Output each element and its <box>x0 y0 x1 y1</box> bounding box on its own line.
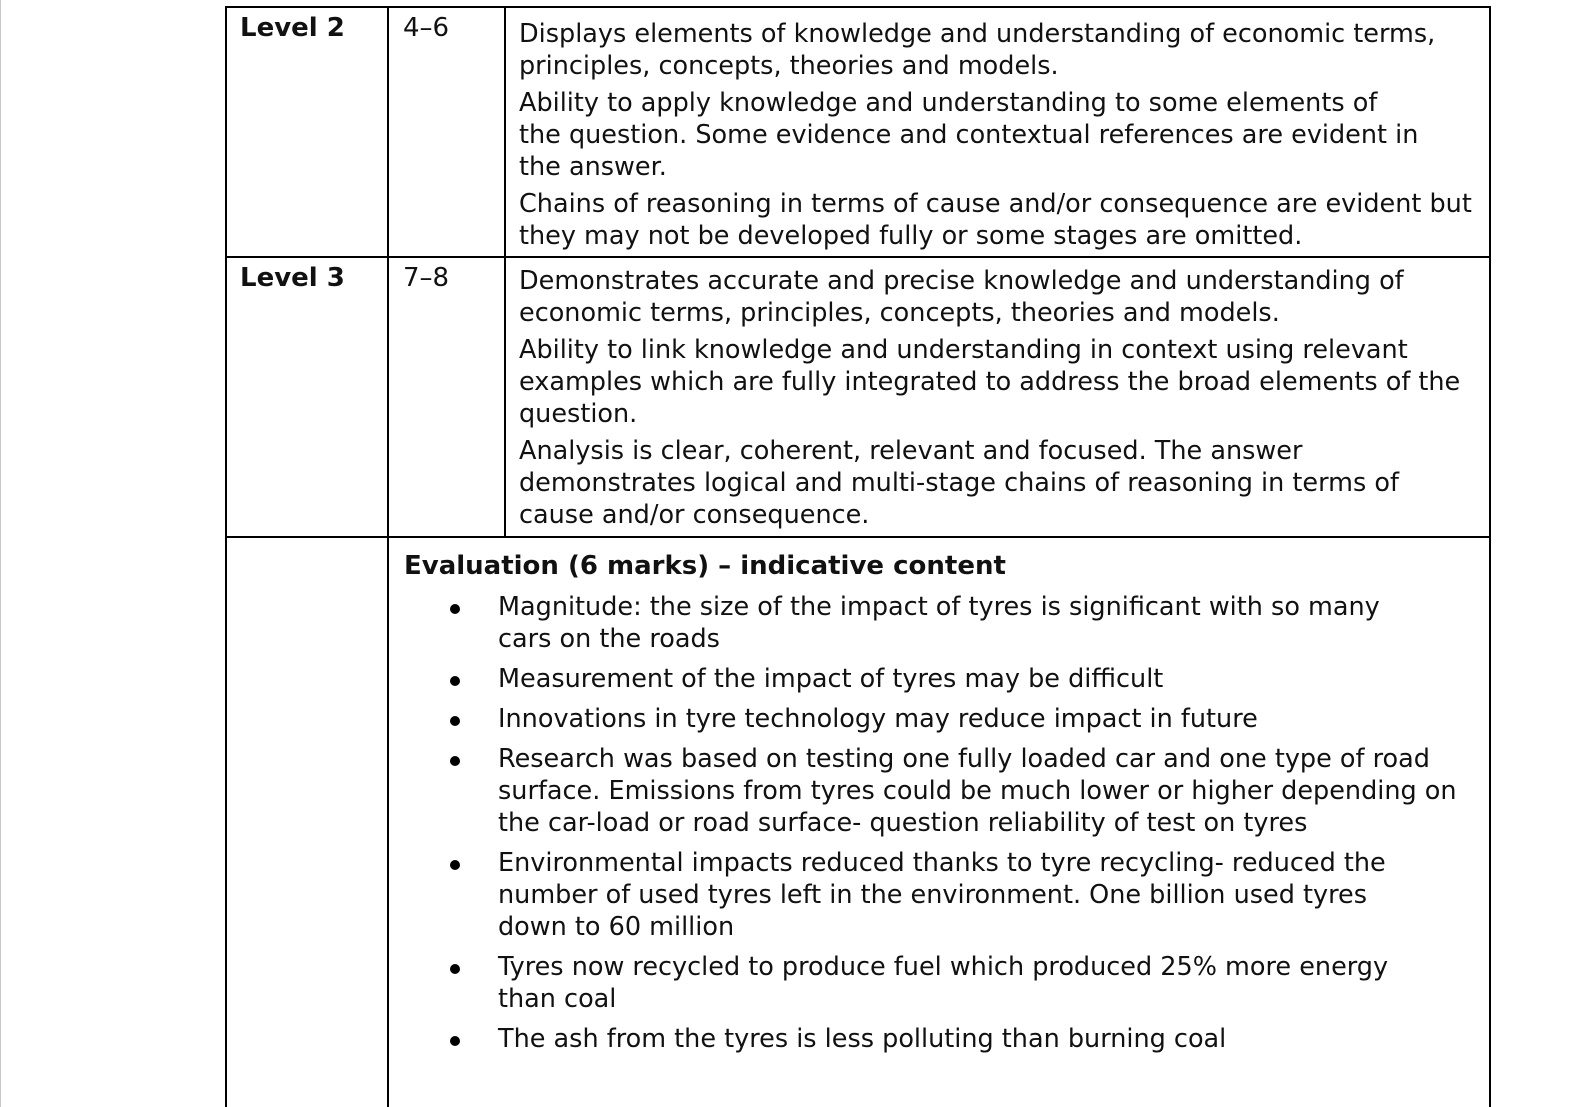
bullet-icon <box>450 676 460 686</box>
descriptor-knowledge: Displays elements of knowledge and understanding of economic terms, principles, concepts, theories and models. <box>519 19 1436 81</box>
list-item: Environmental impacts reduced thanks to tyre recycling- reduced the number of used tyres left in the environment. One billion used tyres down to 60 million <box>450 847 1428 943</box>
evaluation-heading: Evaluation (6 marks) – indicative content <box>404 551 1006 581</box>
bullet-icon <box>450 1036 460 1046</box>
descriptor-analysis: Chains of reasoning in terms of cause and/or consequence are evident but they may not be developed fully or some stages are omitted. <box>519 189 1472 251</box>
table-border-top <box>225 6 1491 8</box>
column-divider-2 <box>504 6 506 537</box>
bullet-icon <box>450 964 460 974</box>
bullet-icon <box>450 756 460 766</box>
row-divider-1 <box>225 256 1491 258</box>
level-label-row-1: Level 2 <box>240 13 345 43</box>
column-divider-1 <box>387 6 389 1107</box>
list-item: Magnitude: the size of the impact of tyres is significant with so many cars on the roads <box>450 591 1418 655</box>
table-border-right <box>1489 6 1491 1107</box>
descriptor-application: Ability to link knowledge and understanding in context using relevant examples which are fully integrated to address the broad elements of the question. <box>519 335 1461 429</box>
bullet-icon <box>450 860 460 870</box>
descriptor-application: Ability to apply knowledge and understanding to some elements of the question. Some evidence and contextual references are evident in the answer. <box>519 88 1419 182</box>
mark-range-row-2: 7–8 <box>403 263 450 293</box>
descriptor-knowledge: Demonstrates accurate and precise knowledge and understanding of economic terms, principles, concepts, theories and models. <box>519 266 1404 328</box>
descriptors-row-1 <box>519 18 1479 252</box>
bullet-icon <box>450 716 460 726</box>
bullet-icon <box>450 604 460 614</box>
list-item: Measurement of the impact of tyres may be difficult <box>450 663 1460 695</box>
evaluation-points <box>450 591 1460 1063</box>
list-item: The ash from the tyres is less polluting than burning coal <box>450 1023 1460 1055</box>
level-label-row-2: Level 3 <box>240 263 345 293</box>
descriptors-row-2 <box>519 265 1474 531</box>
mark-range-row-1: 4–6 <box>403 13 450 43</box>
row-divider-2 <box>225 536 1491 538</box>
list-item: Research was based on testing one fully loaded car and one type of road surface. Emissions from tyres could be much lower or higher depending on the car-load or road surface- question reliability of test on tyres <box>450 743 1460 839</box>
table-border-left <box>225 6 227 1107</box>
list-item: Innovations in tyre technology may reduce impact in future <box>450 703 1460 735</box>
list-item: Tyres now recycled to produce fuel which produced 25% more energy than coal <box>450 951 1438 1015</box>
descriptor-analysis: Analysis is clear, coherent, relevant and focused. The answer demonstrates logical and multi-stage chains of reasoning in terms of cause and/or consequence. <box>519 436 1399 530</box>
